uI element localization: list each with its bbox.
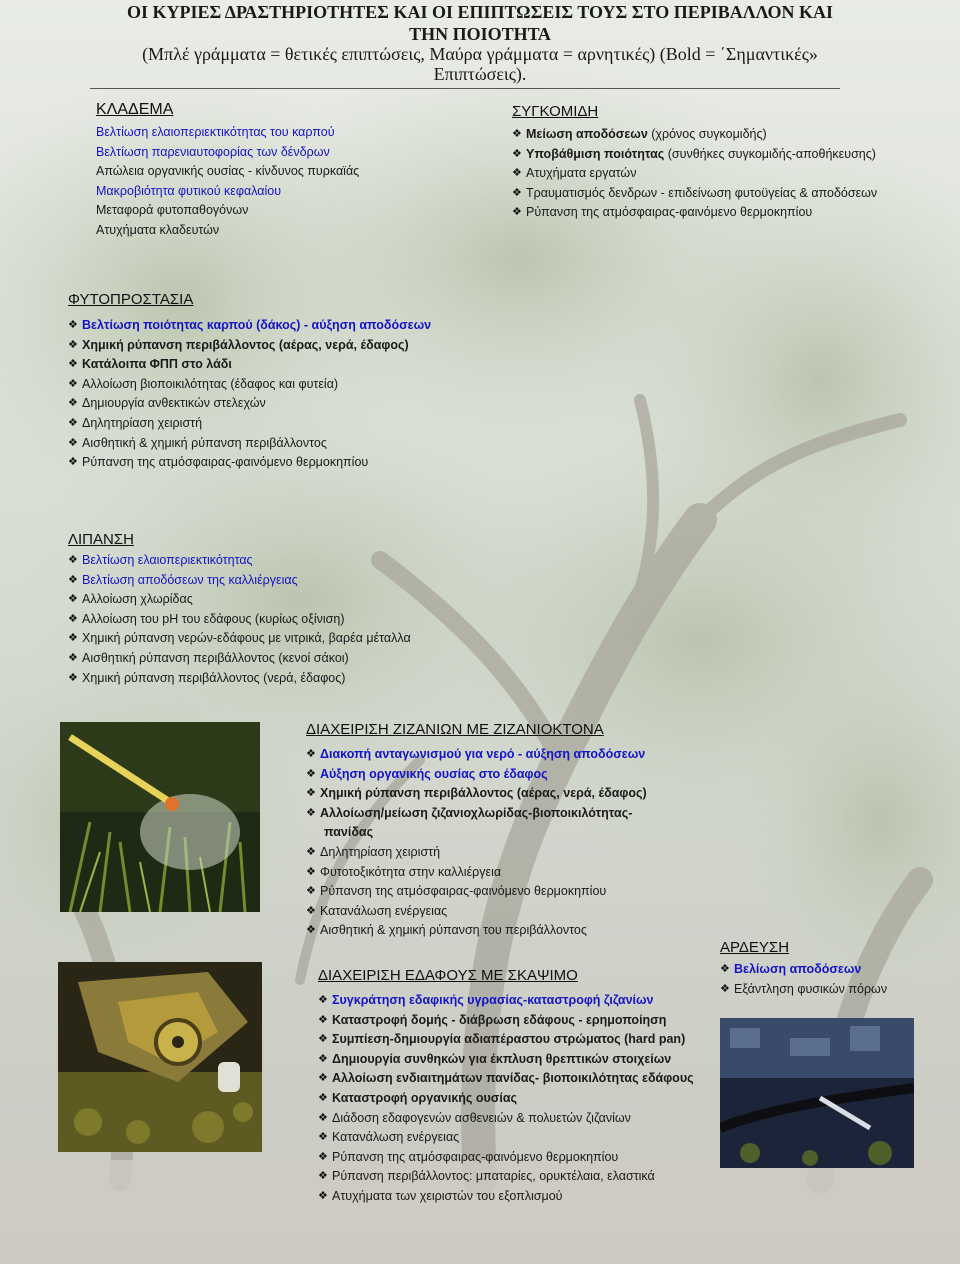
list-item-text: Χημική ρύπανση νερών-εδάφους με νιτρικά, βαρέα μέταλλα: [82, 631, 411, 646]
list-item-text: Διακοπή ανταγωνισμού για νερό - αύξηση αποδόσεων: [320, 747, 646, 761]
list-item-text: Τραυματισμός δενδρων - επιδείνωση φυτοϋγείας & αποδόσεων: [526, 185, 878, 200]
list-item: [512, 125, 877, 145]
list-item-text: Αλλοίωση του pH του εδάφους (κυρίως οξίνιση): [82, 611, 345, 626]
section-kladema: [96, 100, 359, 241]
list-item-text: Βελίωση αποδόσεων: [734, 962, 862, 976]
edafos-list: [318, 991, 694, 1207]
list-item: [318, 1148, 694, 1168]
list-item: [96, 182, 359, 202]
ardeusi-list: [720, 960, 887, 999]
section-lipansi: [68, 530, 411, 688]
list-item-text: Βελτίωση ποιότητας καρπού (δάκος) - αύξηση αποδόσεων: [82, 318, 432, 332]
list-item: [68, 590, 411, 610]
tiller-photo: [58, 962, 262, 1152]
list-item: [720, 960, 887, 980]
diamond-bullet-icon: ❖: [512, 128, 522, 140]
diamond-bullet-icon: ❖: [318, 1189, 328, 1202]
list-item: [318, 1109, 694, 1129]
list-item: [318, 1011, 694, 1031]
list-item: [96, 201, 359, 221]
document-header: [0, 0, 960, 84]
list-item: [720, 980, 887, 1000]
diamond-bullet-icon: ❖: [68, 593, 78, 606]
list-item: [318, 1069, 694, 1089]
list-item-text: Διάδοση εδαφογενών ασθενειών & πολυετών ζιζανίων: [332, 1110, 631, 1125]
section-fytoprostasia: [68, 290, 431, 473]
list-item-text: Χημική ρύπανση περιβάλλοντος (αέρας, νερά, έδαφος): [82, 337, 409, 352]
list-item-text: Συγκράτηση εδαφικής υγρασίας-καταστροφή ζιζανίων: [332, 993, 654, 1007]
diamond-bullet-icon: ❖: [306, 865, 316, 878]
section-title: ΔΙΑΧΕΙΡΙΣΗ ΕΔΑΦΟΥΣ ΜΕ ΣΚΑΨΙΜΟ: [318, 967, 578, 984]
list-item: [306, 902, 647, 922]
list-item-text: Βελτίωση ελαιοπεριεκτικότητας: [82, 553, 253, 567]
diamond-bullet-icon: ❖: [68, 397, 78, 410]
list-item: [306, 921, 647, 941]
list-item: [68, 316, 431, 336]
diamond-bullet-icon: ❖: [318, 1150, 328, 1163]
list-item: [318, 1050, 694, 1070]
list-item-text: Καταστροφή οργανικής ουσίας: [332, 1090, 518, 1105]
list-item: [68, 669, 411, 689]
list-item-text: Απώλεια οργανικής ουσίας - κίνδυνος πυρκαϊάς: [96, 164, 360, 179]
list-item: [306, 823, 647, 843]
section-title: ΛΙΠΑΝΣΗ: [68, 531, 134, 548]
list-item: [68, 453, 431, 473]
diamond-bullet-icon: ❖: [306, 885, 316, 898]
list-item-text: Ρύπανση της ατμόσφαιρας-φαινόμενο θερμοκηπίου: [526, 205, 813, 220]
list-item: [306, 765, 647, 785]
list-item: [318, 1089, 694, 1109]
section-title: ΑΡΔΕΥΣΗ: [720, 939, 790, 956]
list-item: [68, 610, 411, 630]
list-item-text: Αισθητική ρύπανση περιβάλλοντος (κενοί σάκοι): [82, 650, 349, 665]
list-item-text: Αλλοίωση χλωρίδας: [82, 592, 193, 607]
list-item-text: Δηλητηρίαση χειριστή: [82, 415, 203, 430]
list-item-text: Ρύπανση της ατμόσφαιρας-φαινόμενο θερμοκηπίου: [320, 884, 607, 899]
diamond-bullet-icon: ❖: [306, 924, 316, 937]
diamond-bullet-icon: ❖: [306, 806, 316, 819]
diamond-bullet-icon: ❖: [68, 456, 78, 469]
diamond-bullet-icon: ❖: [318, 1013, 328, 1026]
section-zizania: [306, 720, 647, 941]
list-item-text: Μεταφορά φυτοπαθογόνων: [96, 203, 249, 218]
list-item-text: Κατανάλωση ενέργειας: [320, 903, 448, 918]
diamond-bullet-icon: ❖: [318, 1170, 328, 1183]
diamond-bullet-icon: ❖: [68, 416, 78, 429]
legend-line2: Επιπτώσεις).: [433, 64, 527, 84]
list-item-text: Αισθητική & χημική ρύπανση περιβάλλοντος: [82, 435, 327, 450]
list-item: [512, 145, 877, 165]
list-item: [306, 804, 647, 824]
list-item-text: Χημική ρύπανση περιβάλλοντος (νερά, έδαφος): [82, 670, 346, 685]
list-item-text: Κατάλοιπα ΦΠΠ στο λάδι: [82, 357, 232, 372]
diamond-bullet-icon: ❖: [68, 554, 78, 566]
diamond-bullet-icon: ❖: [512, 206, 522, 219]
list-item-text: Ατυχήματα εργατών: [526, 166, 637, 181]
diamond-bullet-icon: ❖: [318, 1111, 328, 1124]
list-item-text: Μακροβιότητα φυτικού κεφαλαίου: [96, 183, 282, 198]
list-item-text: Ρύπανση της ατμόσφαιρας-φαινόμενο θερμοκηπίου: [332, 1149, 619, 1164]
irrigation-photo: [720, 1018, 914, 1168]
kladema-list: [96, 123, 359, 241]
section-title: ΚΛΑΔΕΜΑ: [96, 101, 174, 118]
list-item-text: (συνθήκες συγκομιδής-αποθήκευσης): [664, 146, 876, 161]
list-item-text: Εξάντληση φυσικών πόρων: [734, 981, 888, 996]
list-item-text: Αλλοίωση/μείωση ζιζανιοχλωρίδας-βιοποικιλότητας-: [320, 805, 633, 820]
sygkomidi-list: [512, 125, 877, 223]
list-item: [512, 164, 877, 184]
diamond-bullet-icon: ❖: [720, 982, 730, 995]
list-item: [68, 375, 431, 395]
diamond-bullet-icon: ❖: [68, 319, 78, 331]
section-edafos: [318, 966, 694, 1207]
diamond-bullet-icon: ❖: [306, 904, 316, 917]
diamond-bullet-icon: ❖: [68, 632, 78, 645]
section-title: ΦΥΤΟΠΡΟΣΤΑΣΙΑ: [68, 291, 194, 308]
list-item: [318, 1187, 694, 1207]
diamond-bullet-icon: ❖: [68, 338, 78, 351]
header-divider: [90, 88, 840, 89]
list-item-text: Δημιουργία συνθηκών για έκπλυση θρεπτικών στοιχείων: [332, 1051, 672, 1066]
diamond-bullet-icon: ❖: [68, 436, 78, 449]
list-item-text: Ρύπανση της ατμόσφαιρας-φαινόμενο θερμοκηπίου: [82, 455, 369, 470]
section-ardeusi: [720, 938, 887, 999]
list-item-bold-text: Μείωση αποδόσεων: [526, 127, 648, 141]
legend-line1: (Μπλέ γράμματα = θετικές επιπτώσεις, Μαύρα γράμματα = αρνητικές) (Bold = ΄Σημαντικές»: [142, 44, 818, 64]
list-item: [68, 629, 411, 649]
list-item: [96, 162, 359, 182]
list-item-text: Ατυχήματα κλαδευτών: [96, 222, 220, 237]
list-item-text: Χημική ρύπανση περιβάλλοντος (αέρας, νερά, έδαφος): [320, 786, 647, 801]
section-title: ΣΥΓΚΟΜΙΔΗ: [512, 103, 599, 120]
list-item: [68, 649, 411, 669]
diamond-bullet-icon: ❖: [512, 147, 522, 160]
list-item: [68, 434, 431, 454]
list-item-text: (χρόνος συγκομιδής): [647, 127, 767, 141]
list-item: [512, 203, 877, 223]
diamond-bullet-icon: ❖: [68, 358, 78, 371]
diamond-bullet-icon: ❖: [306, 748, 316, 760]
zizania-list: [306, 745, 647, 941]
diamond-bullet-icon: ❖: [318, 1033, 328, 1046]
list-item: [68, 394, 431, 414]
list-item-text: Αύξηση οργανικής ουσίας στο έδαφος: [320, 766, 548, 781]
section-title: ΔΙΑΧΕΙΡΙΣΗ ΖΙΖΑΝΙΩΝ ΜΕ ΖΙΖΑΝΙΟΚΤΟΝΑ: [306, 721, 604, 738]
list-item-text: Κατανάλωση ενέργειας: [332, 1130, 460, 1145]
list-item-text: Βελτίωση αποδόσεων της καλλιέργειας: [82, 572, 298, 587]
list-item: [68, 551, 411, 571]
diamond-bullet-icon: ❖: [318, 994, 328, 1006]
list-item-text: Συμπίεση-δημιουργία αδιαπέραστου στρώματος (hard pan): [332, 1032, 686, 1047]
list-item-text: Ατυχήματα των χειριστών του εξοπλισμού: [332, 1188, 563, 1203]
list-item-text: Δημιουργία ανθεκτικών στελεχών: [82, 396, 266, 411]
list-item: [68, 414, 431, 434]
list-item: [318, 1128, 694, 1148]
list-item: [318, 1030, 694, 1050]
diamond-bullet-icon: ❖: [306, 767, 316, 780]
diamond-bullet-icon: ❖: [720, 963, 730, 975]
diamond-bullet-icon: ❖: [318, 1091, 328, 1104]
list-item-text: Καταστροφή δομής - διάβρωση εδάφους - ερημοποίηση: [332, 1012, 667, 1027]
list-item: [318, 991, 694, 1011]
diamond-bullet-icon: ❖: [306, 845, 316, 858]
document-title-line2: ΤΗΝ ΠΟΙΟΤΗΤΑ: [409, 24, 551, 44]
fytoprostasia-list: [68, 316, 431, 473]
diamond-bullet-icon: ❖: [68, 612, 78, 625]
list-item: [512, 184, 877, 204]
list-item: [318, 1167, 694, 1187]
list-item: [306, 863, 647, 883]
list-item-text: Αλλοίωση βιοποικιλότητας (έδαφος και φυτεία): [82, 376, 339, 391]
diamond-bullet-icon: ❖: [306, 787, 316, 800]
list-item-text: Βελτίωση ελαιοπεριεκτικότητας του καρπού: [96, 125, 335, 139]
diamond-bullet-icon: ❖: [512, 167, 522, 180]
list-item-text: Ρύπανση περιβάλλοντος: μπαταρίες, ορυκτέλαια, ελαστικά: [332, 1169, 655, 1184]
list-item: [68, 355, 431, 375]
document-title-line1: ΟΙ ΚΥΡΙΕΣ ΔΡΑΣΤΗΡΙΟΤΗΤΕΣ ΚΑΙ ΟΙ ΕΠΙΠΤΩΣΕΙΣ ΤΟΥΣ ΣΤΟ ΠΕΡΙΒΑΛΛΟΝ ΚΑΙ: [126, 2, 834, 22]
list-item: [96, 221, 359, 241]
list-item-text: πανίδας: [324, 825, 374, 840]
lipansi-list: [68, 551, 411, 688]
list-item-text: Δηλητηρίαση χειριστή: [320, 844, 441, 859]
diamond-bullet-icon: ❖: [68, 671, 78, 684]
diamond-bullet-icon: ❖: [68, 651, 78, 664]
spraying-photo: [60, 722, 260, 912]
list-item-text: Βελτίωση παρενιαυτοφορίας των δένδρων: [96, 144, 330, 159]
list-item: [306, 882, 647, 902]
diamond-bullet-icon: ❖: [318, 1072, 328, 1085]
section-sygkomidi: [512, 102, 877, 223]
list-item: [68, 571, 411, 591]
list-item: [306, 745, 647, 765]
list-item-text: Φυτοτοξικότητα στην καλλιέργεια: [320, 864, 502, 879]
diamond-bullet-icon: ❖: [68, 377, 78, 390]
list-item: [306, 784, 647, 804]
list-item-bold-text: Υποβάθμιση ποιότητας: [526, 146, 665, 161]
list-item: [68, 336, 431, 356]
list-item: [96, 143, 359, 163]
list-item-text: Αλλοίωση ενδιαιτημάτων πανίδας- βιοποικιλότητας εδάφους: [332, 1071, 694, 1086]
list-item: [306, 843, 647, 863]
diamond-bullet-icon: ❖: [318, 1131, 328, 1144]
diamond-bullet-icon: ❖: [318, 1052, 328, 1065]
list-item-text: Αισθητική & χημική ρύπανση του περιβάλλοντος: [320, 923, 587, 938]
diamond-bullet-icon: ❖: [68, 573, 78, 586]
diamond-bullet-icon: ❖: [512, 186, 522, 199]
list-item: [96, 123, 359, 143]
